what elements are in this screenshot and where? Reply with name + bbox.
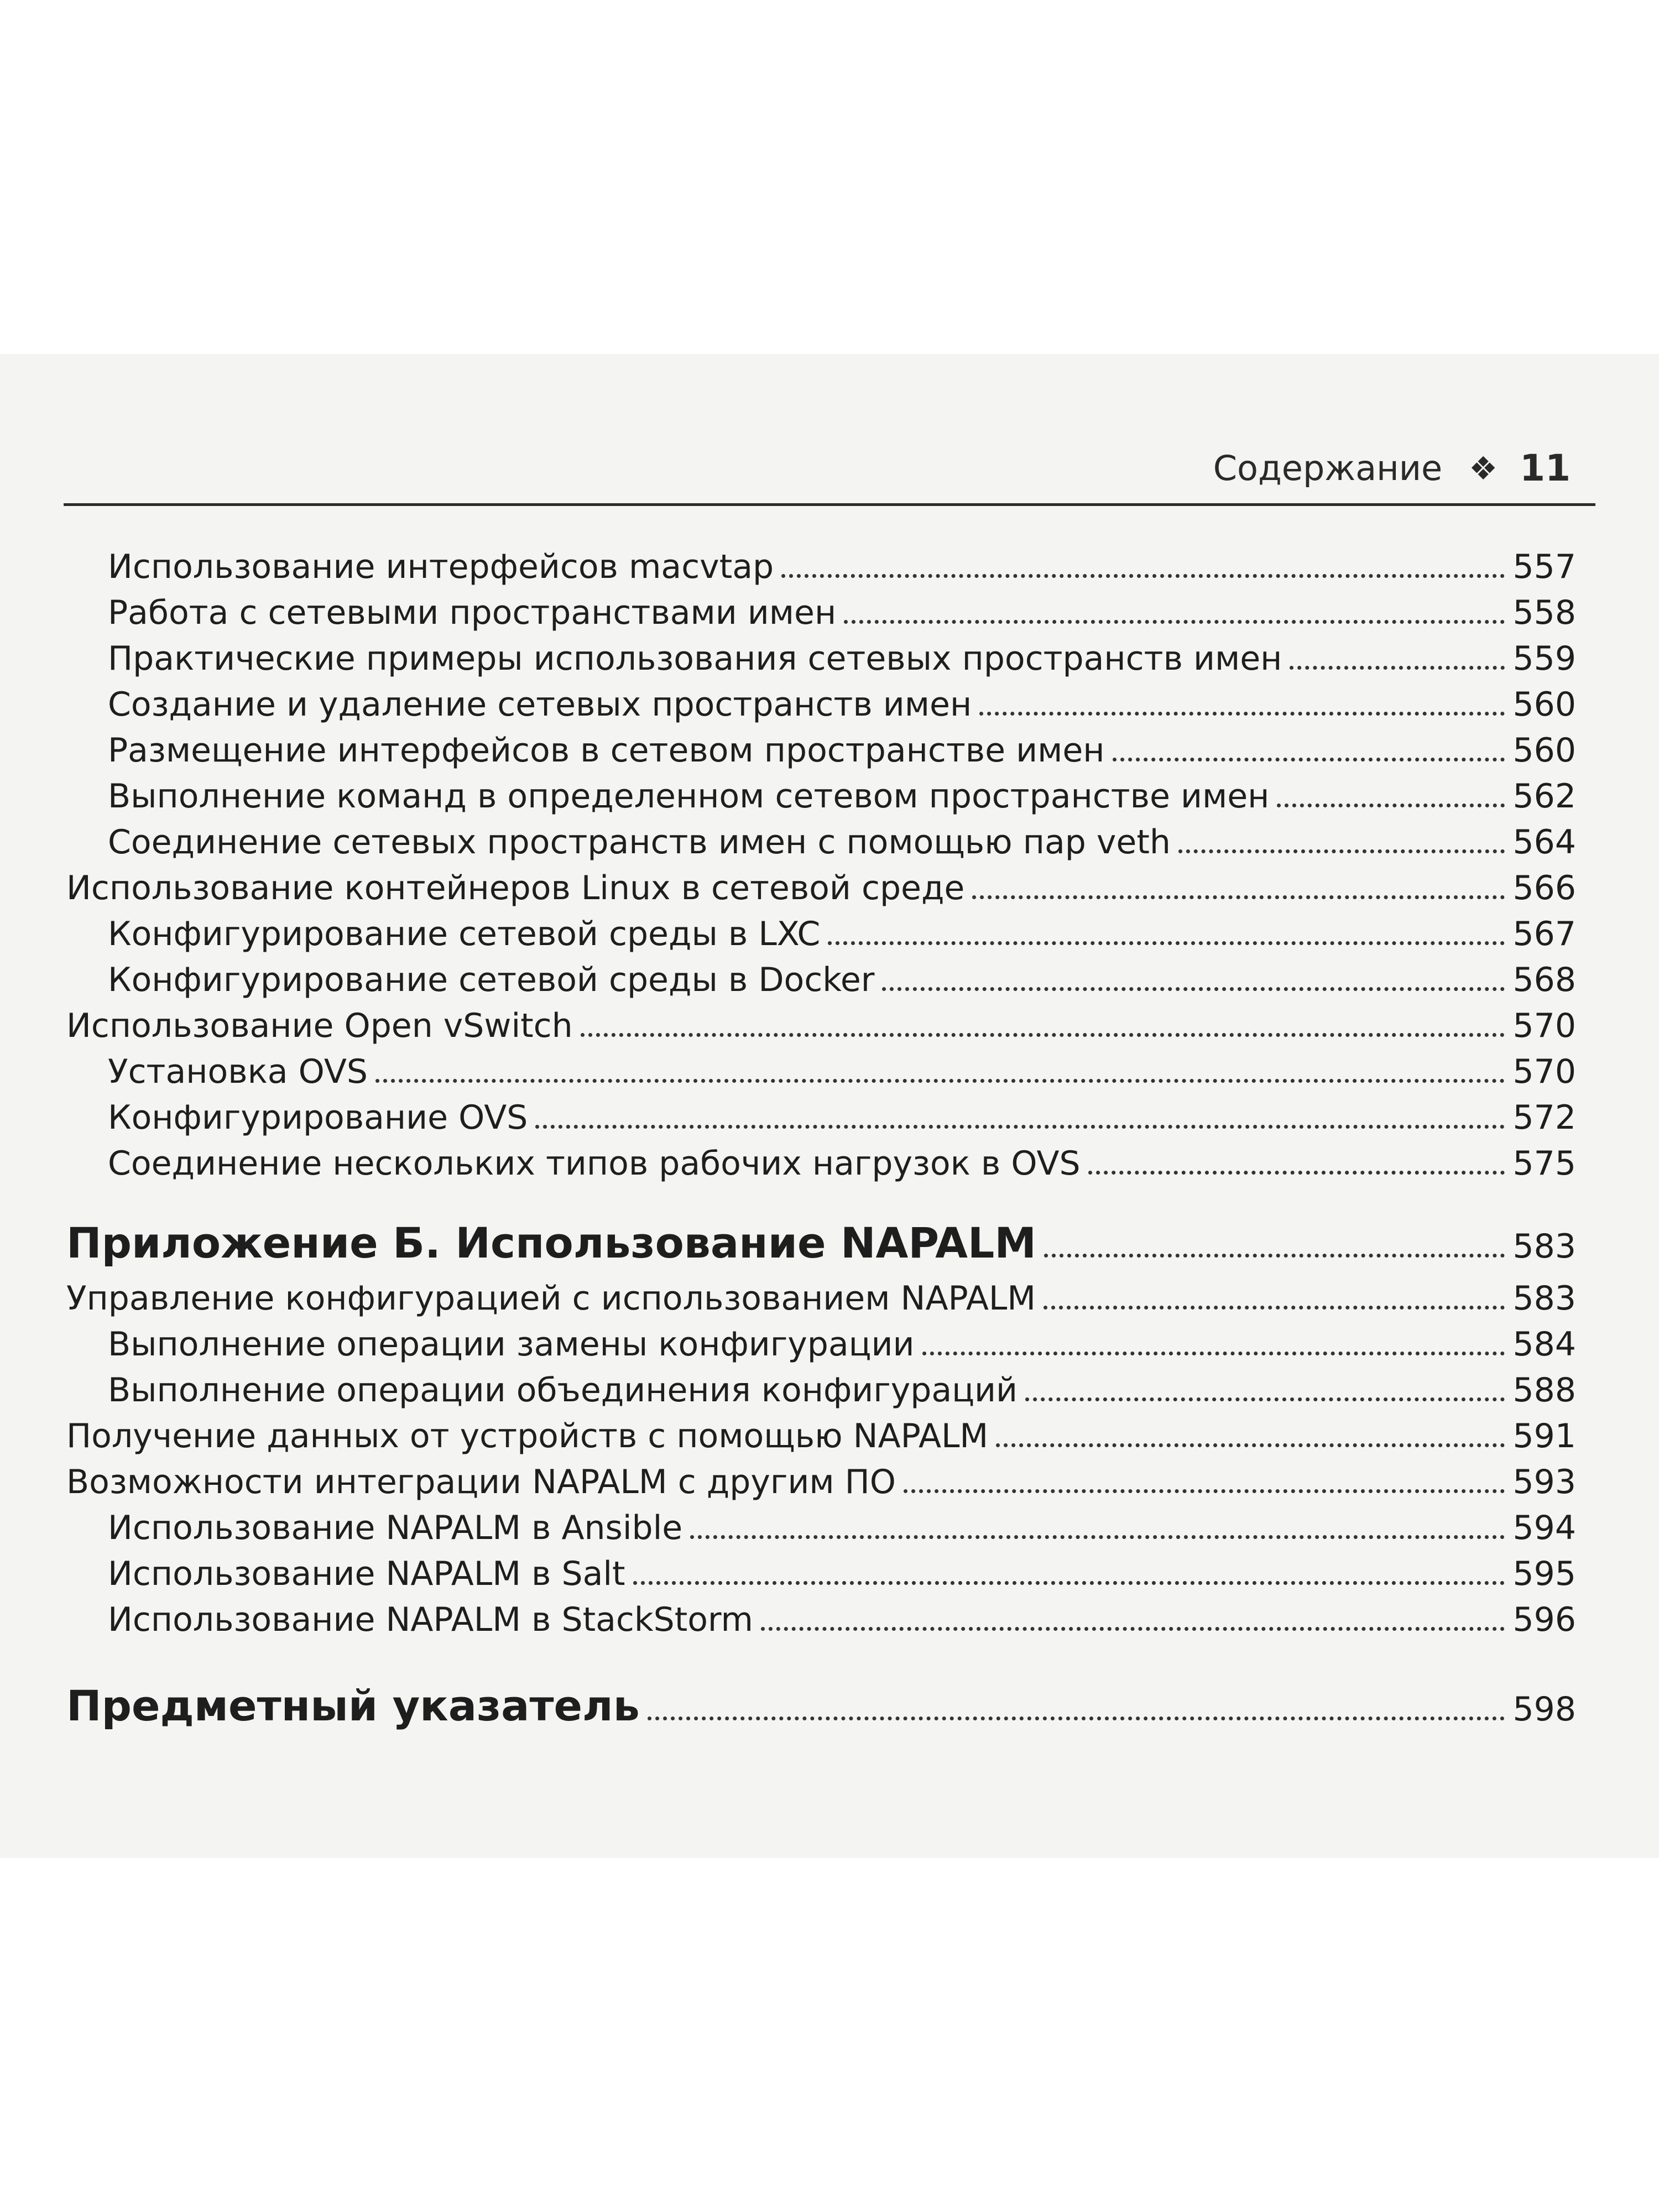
- dot-leader: [1044, 1254, 1505, 1258]
- toc-entry-title: Использование контейнеров Linux в сетевой среде: [66, 869, 965, 907]
- toc-entry[interactable]: [108, 545, 1576, 589]
- toc-entry[interactable]: [66, 1414, 1576, 1458]
- toc-entry-page: 560: [1512, 685, 1576, 724]
- toc-entry[interactable]: [66, 1004, 1576, 1048]
- toc-entry-title: Практические примеры использования сетевых пространств имен: [108, 639, 1282, 678]
- toc-entry[interactable]: [108, 1506, 1576, 1550]
- toc-chapter-title: Предметный указатель: [66, 1681, 640, 1730]
- toc-entry[interactable]: [66, 1276, 1576, 1321]
- toc-entry-page: 583: [1512, 1227, 1576, 1266]
- toc-entry[interactable]: [108, 591, 1576, 635]
- toc-entry-page: 562: [1512, 777, 1576, 816]
- toc-entry[interactable]: [108, 1552, 1576, 1596]
- toc-entry-title: Создание и удаление сетевых пространств имен: [108, 685, 972, 724]
- toc-entry-page: 583: [1512, 1279, 1576, 1318]
- dot-leader: [996, 1443, 1505, 1447]
- toc-entry-page: 588: [1512, 1371, 1576, 1410]
- diamond-ornament-icon: ❖: [1469, 449, 1498, 487]
- dot-leader: [979, 712, 1505, 716]
- dot-leader: [882, 987, 1505, 991]
- toc-entry-page: 598: [1512, 1690, 1576, 1729]
- dot-leader: [781, 574, 1505, 578]
- toc-entry-title: Выполнение команд в определенном сетевом пространстве имен: [108, 777, 1270, 816]
- toc-chapter-entry[interactable]: [66, 1678, 1576, 1737]
- dot-leader: [1044, 1306, 1505, 1310]
- toc-entry-title: Соединение нескольких типов рабочих нагрузок в OVS: [108, 1144, 1081, 1183]
- toc-entry-title: Использование Open vSwitch: [66, 1006, 573, 1045]
- toc-chapter-entry[interactable]: [66, 1215, 1576, 1274]
- toc-entry[interactable]: [108, 1368, 1576, 1412]
- toc-entry[interactable]: [66, 1460, 1576, 1504]
- header-section-title: Содержание: [1213, 448, 1443, 488]
- toc-entry-title: Управление конфигурацией с использованием NAPALM: [66, 1279, 1036, 1318]
- toc-entry-title: Работа с сетевыми пространствами имен: [108, 593, 837, 632]
- toc-entry-page: 558: [1512, 593, 1576, 632]
- toc-entry-title: Конфигурирование OVS: [108, 1098, 528, 1137]
- toc-entry-page: 567: [1512, 915, 1576, 953]
- dot-leader: [690, 1535, 1505, 1539]
- dot-leader: [1277, 804, 1505, 807]
- toc-entry-title: Использование NAPALM в Ansible: [108, 1509, 683, 1547]
- toc-entry-page: 560: [1512, 731, 1576, 770]
- header-page-number: 11: [1520, 447, 1571, 489]
- dot-leader: [1178, 849, 1505, 853]
- toc-entry-title: Конфигурирование сетевой среды в Docker: [108, 961, 875, 999]
- dot-leader: [648, 1717, 1505, 1720]
- dot-leader: [828, 941, 1505, 945]
- dot-leader: [1113, 758, 1505, 761]
- toc-entry[interactable]: [108, 637, 1576, 681]
- toc-entry[interactable]: [108, 682, 1576, 727]
- toc-entry-page: 594: [1512, 1509, 1576, 1547]
- toc-entry-title: Использование NAPALM в StackStorm: [108, 1600, 753, 1639]
- dot-leader: [844, 620, 1505, 624]
- dot-leader: [535, 1125, 1505, 1129]
- toc-entry[interactable]: [108, 774, 1576, 818]
- toc-entry-page: 595: [1512, 1554, 1576, 1593]
- toc-entry-page: 591: [1512, 1417, 1576, 1455]
- toc-entry-page: 570: [1512, 1052, 1576, 1091]
- toc-entry-page: 593: [1512, 1463, 1576, 1501]
- toc-entry-page: 584: [1512, 1325, 1576, 1364]
- toc-entry[interactable]: [108, 1050, 1576, 1094]
- toc-entry-title: Размещение интерфейсов в сетевом пространстве имен: [108, 731, 1105, 770]
- toc-entry[interactable]: [108, 1095, 1576, 1140]
- dot-leader: [1290, 666, 1505, 670]
- toc-entry[interactable]: [108, 1598, 1576, 1642]
- toc-entry[interactable]: [108, 1322, 1576, 1366]
- dot-leader: [633, 1581, 1505, 1585]
- toc-entry-title: Выполнение операции объединения конфигураций: [108, 1371, 1018, 1410]
- toc-entry-page: 559: [1512, 639, 1576, 678]
- dot-leader: [581, 1033, 1505, 1037]
- toc-entry-page: 572: [1512, 1098, 1576, 1137]
- toc-entry-title: Возможности интеграции NAPALM с другим ПО: [66, 1463, 896, 1501]
- toc-entry[interactable]: [108, 958, 1576, 1002]
- toc-entry[interactable]: [108, 912, 1576, 956]
- toc-entry[interactable]: [108, 728, 1576, 773]
- toc-entry-title: Соединение сетевых пространств имен с помощью пар veth: [108, 823, 1171, 862]
- toc-entry-title: Использование интерфейсов macvtap: [108, 547, 774, 586]
- dot-leader: [761, 1627, 1505, 1631]
- toc-entry-page: 570: [1512, 1006, 1576, 1045]
- toc-entry-page: 568: [1512, 961, 1576, 999]
- toc-entry-title: Конфигурирование сетевой среды в LXC: [108, 915, 821, 953]
- toc-chapter-title: Приложение Б. Использование NAPALM: [66, 1218, 1036, 1267]
- toc-entry-title: Получение данных от устройств с помощью NAPALM: [66, 1417, 989, 1455]
- toc-entry-title: Установка OVS: [108, 1052, 368, 1091]
- toc-entry[interactable]: [108, 820, 1576, 864]
- toc-entry-title: Выполнение операции замены конфигурации: [108, 1325, 915, 1364]
- toc-entry-page: 575: [1512, 1144, 1576, 1183]
- dot-leader: [922, 1352, 1505, 1355]
- dot-leader: [972, 895, 1505, 899]
- dot-leader: [1088, 1171, 1505, 1175]
- toc-entry-page: 564: [1512, 823, 1576, 862]
- dot-leader: [1025, 1397, 1505, 1401]
- toc-entry[interactable]: [108, 1141, 1576, 1186]
- toc-entry-title: Использование NAPALM в Salt: [108, 1554, 625, 1593]
- toc-entry[interactable]: [66, 866, 1576, 910]
- toc-entry-page: 596: [1512, 1600, 1576, 1639]
- dot-leader: [904, 1489, 1505, 1493]
- toc-entry-page: 557: [1512, 547, 1576, 586]
- dot-leader: [375, 1079, 1505, 1083]
- toc-entry-page: 566: [1512, 869, 1576, 907]
